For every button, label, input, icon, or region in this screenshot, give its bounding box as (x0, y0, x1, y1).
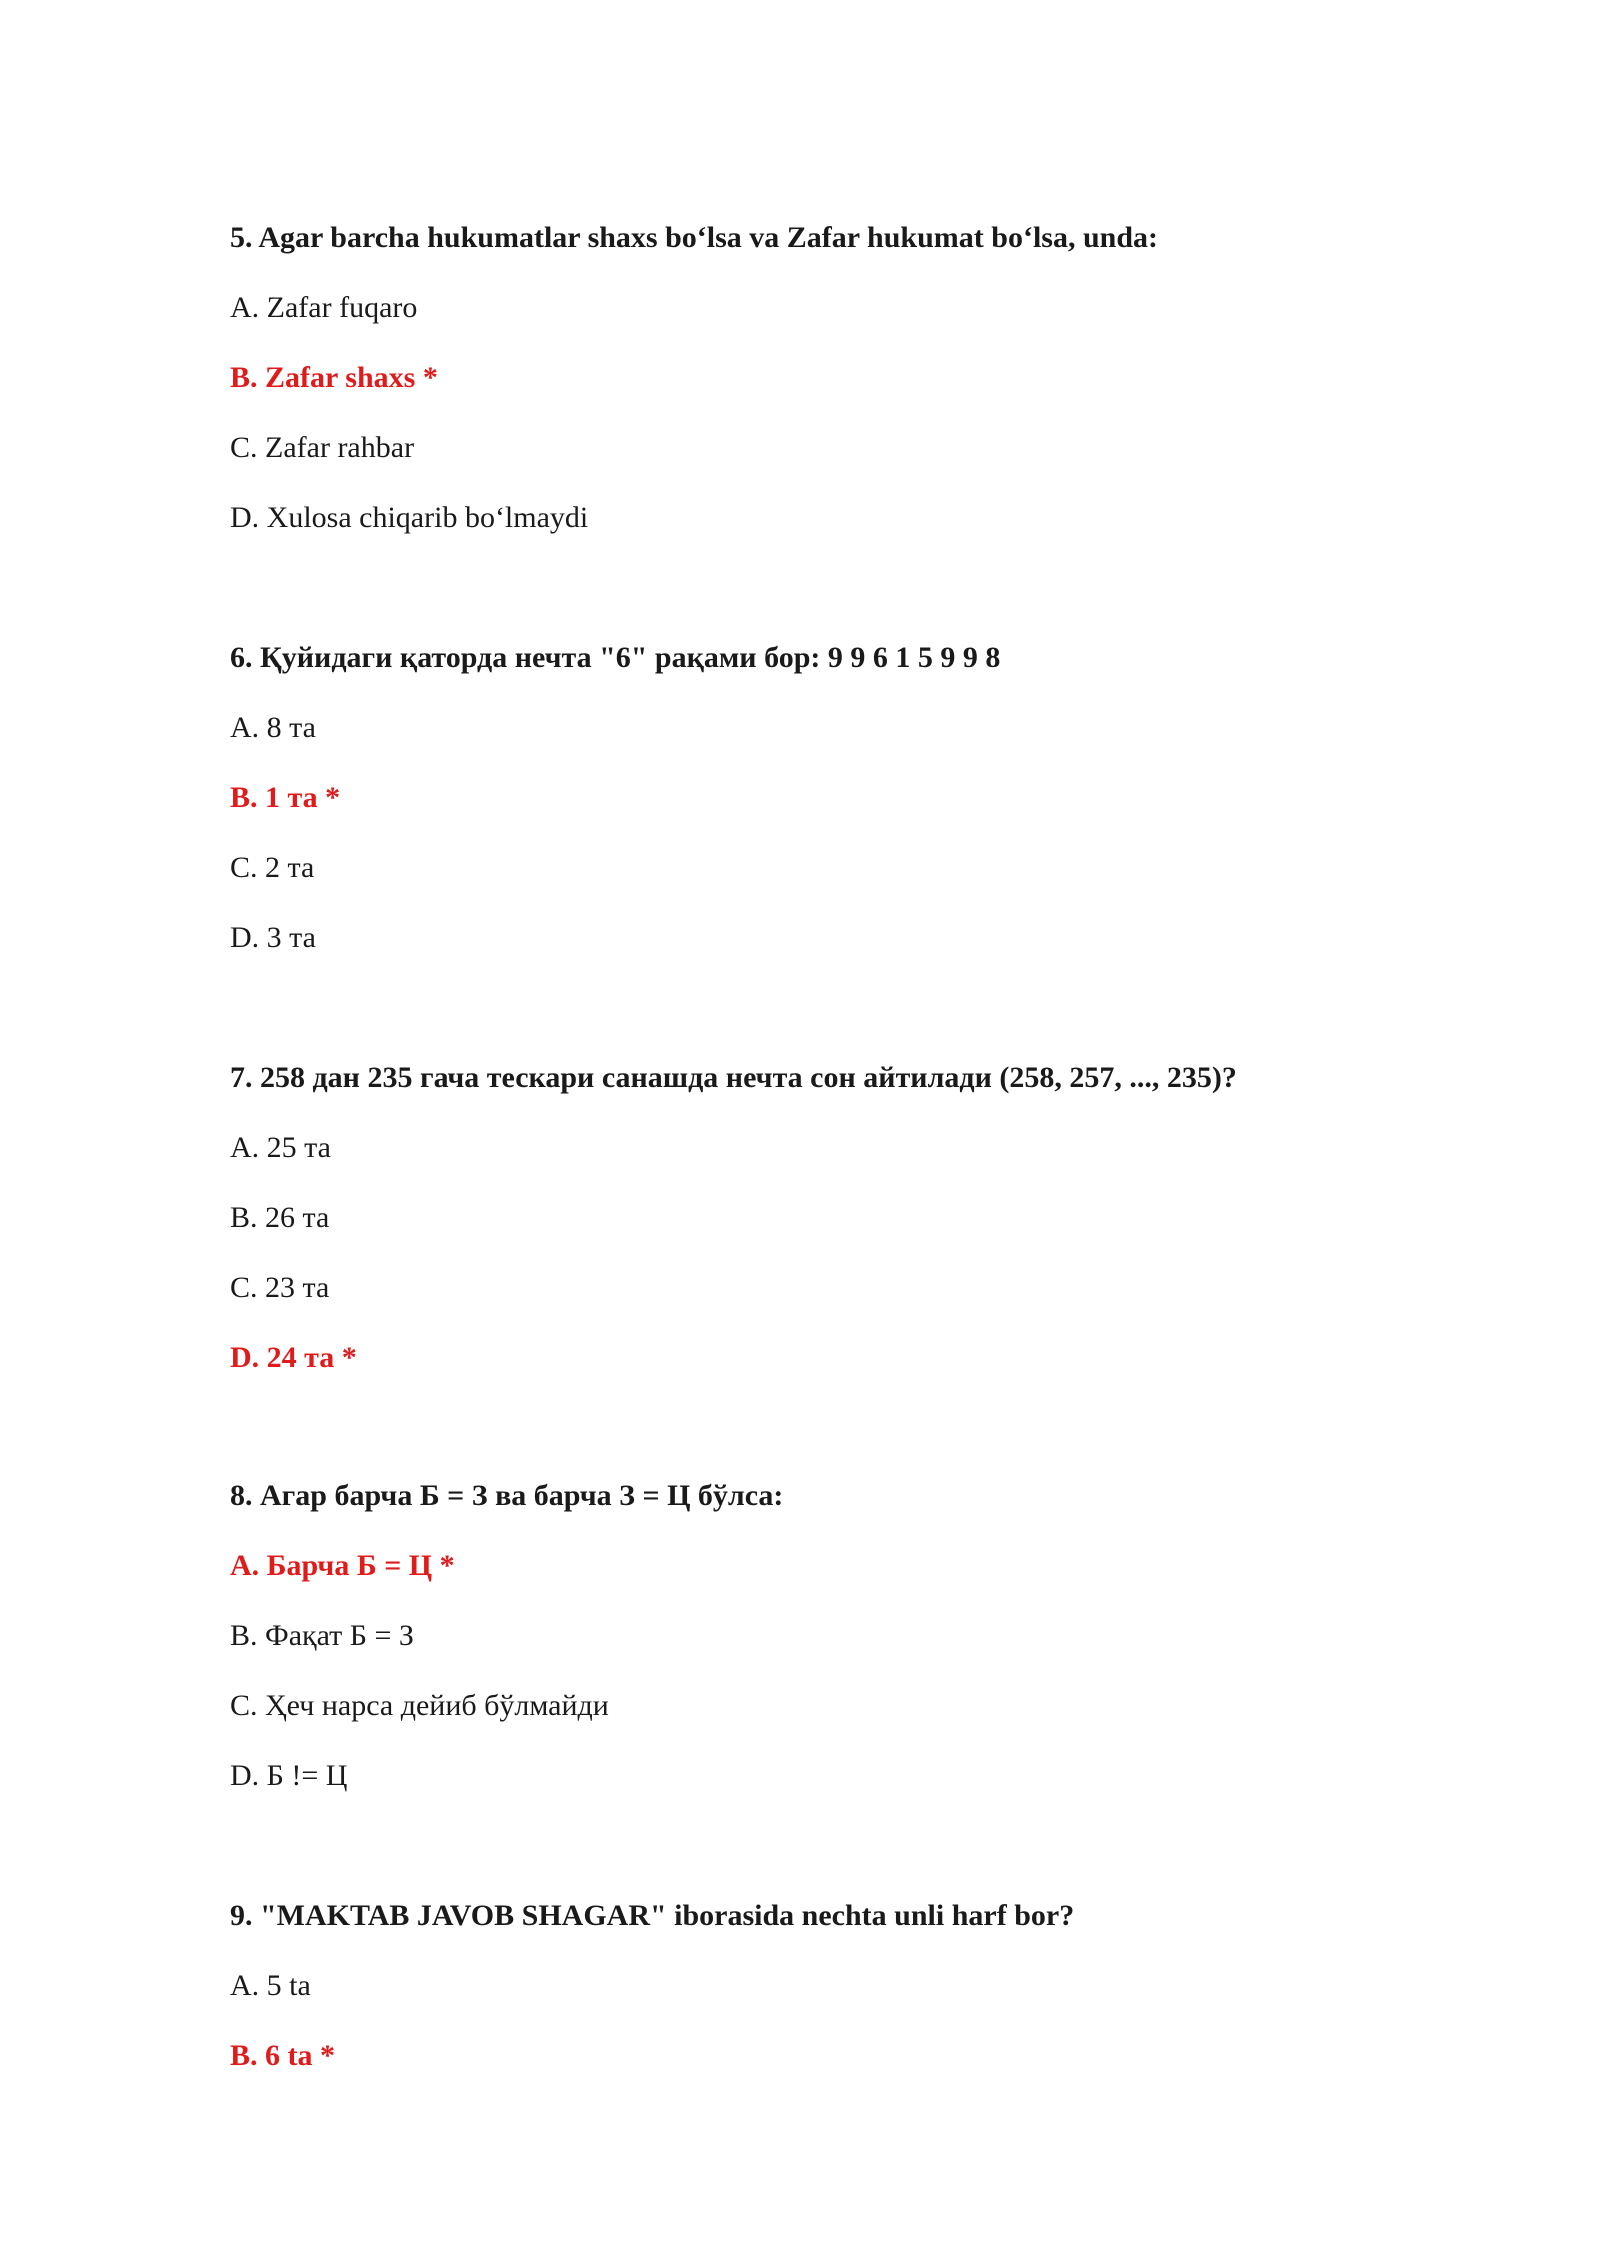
option-d: D. Xulosa chiqarib bo‘lmaydi (230, 501, 589, 534)
question-title: 5. Agar barcha hukumatlar shaxs bo‘lsa va Zafar hukumat bo‘lsa, unda: (230, 221, 1159, 254)
option-a: A. 5 ta (230, 1969, 311, 2002)
option-d-correct: D. 24 та * (230, 1341, 357, 1374)
option-b-correct: B. 1 та * (230, 781, 341, 814)
option-c: C. 23 та (230, 1271, 330, 1304)
option-c: C. 2 та (230, 851, 315, 884)
option-b-correct: B. Zafar shaxs * (230, 361, 438, 394)
option-a: A. 25 та (230, 1131, 331, 1164)
option-b: B. 26 та (230, 1201, 330, 1234)
question-title: 8. Агар барча Б = З ва барча З = Ц бўлса: (230, 1479, 784, 1512)
question-title: 9. "MAKTAB JAVOB SHAGAR" iborasida nechta unli harf bor? (230, 1899, 1075, 1932)
question-title: 7. 258 дан 235 гача тескари санашда нечта сон айтилади (258, 257, ..., 235)? (230, 1061, 1237, 1094)
option-a: A. Zafar fuqaro (230, 291, 418, 324)
option-a-correct: A. Барча Б = Ц * (230, 1549, 455, 1582)
option-d: D. 3 та (230, 921, 316, 954)
option-c: C. Zafar rahbar (230, 431, 415, 464)
option-b-correct: B. 6 ta * (230, 2039, 335, 2072)
option-b: B. Фақат Б = З (230, 1619, 414, 1652)
option-a: A. 8 та (230, 711, 316, 744)
question-title: 6. Қуйидаги қаторда нечта "6" рақами бор: 9 9 6 1 5 9 9 8 (230, 641, 1001, 674)
option-d: D. Б != Ц (230, 1759, 348, 1792)
option-c: C. Ҳеч нарса дейиб бўлмайди (230, 1689, 609, 1722)
